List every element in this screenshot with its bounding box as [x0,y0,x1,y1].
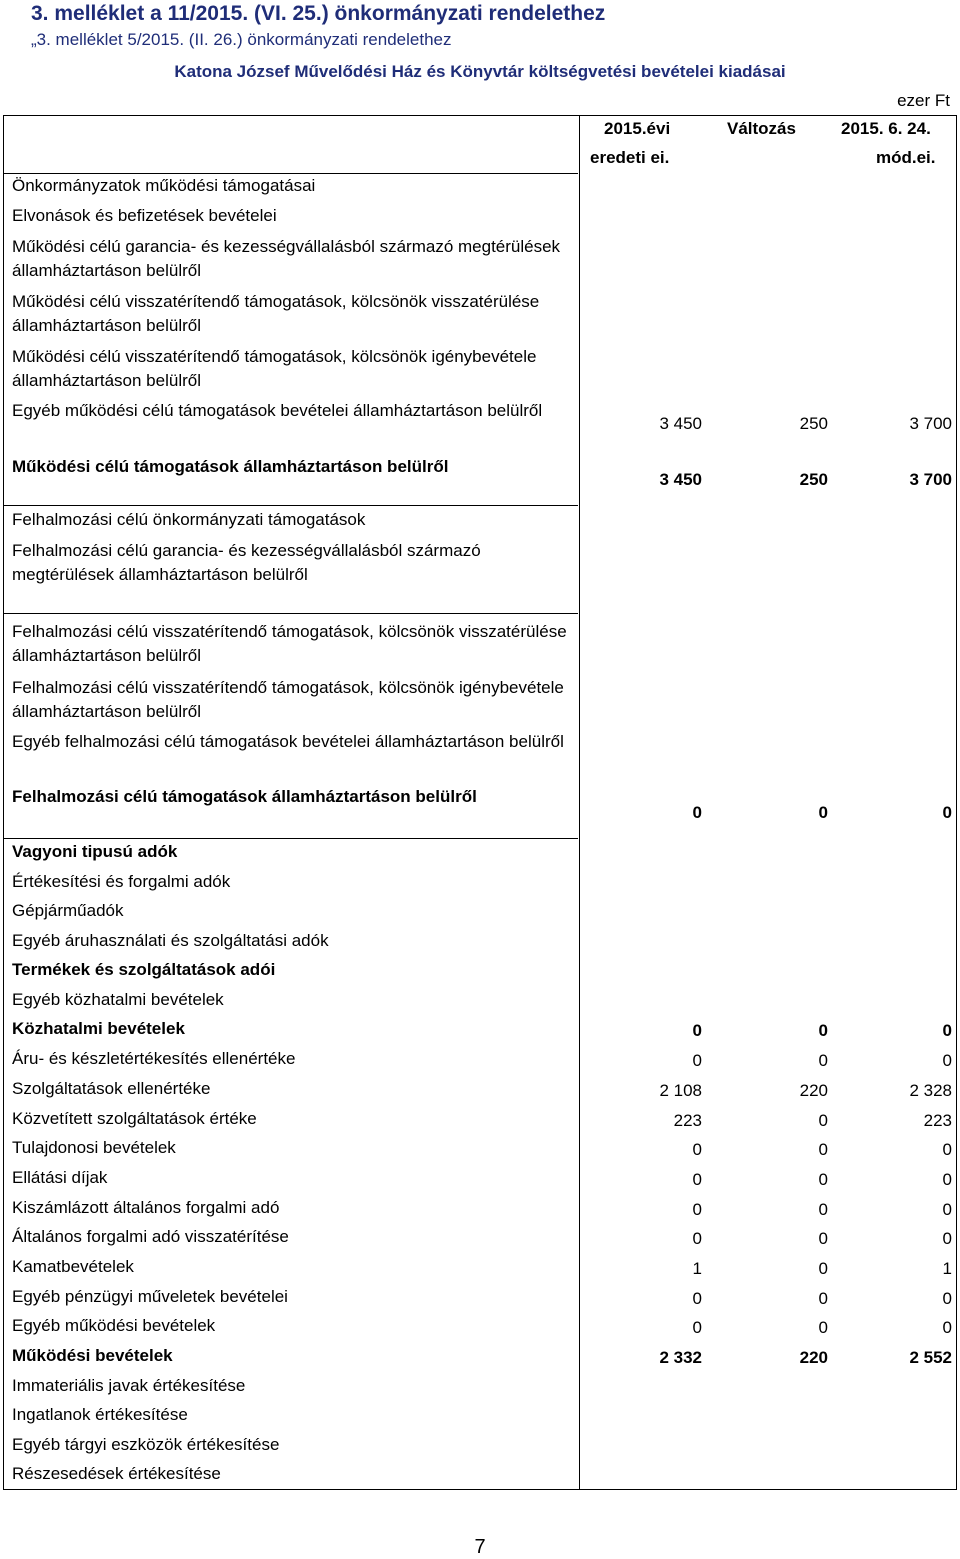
cell-modified: 0 [942,1051,952,1070]
row-label: Egyéb felhalmozási célú támogatások bevételei államháztartáson belülről [12,732,564,751]
row-label: Felhalmozási célú önkormányzati támogatások [12,510,366,529]
column-divider [579,116,580,1489]
cell-modified: 2 328 [909,1081,952,1100]
cell-modified: 1 [942,1259,952,1278]
row-label: Önkormányzatok működési támogatásai [12,176,316,195]
cell-change: 0 [818,1259,828,1278]
row-label: Egyéb áruhasználati és szolgáltatási adók [12,931,329,950]
cell-modified: 0 [942,1229,952,1248]
cell-original: 2 108 [659,1081,702,1100]
cell-change: 0 [818,1051,828,1070]
cell-original: 0 [692,1318,702,1337]
cell-modified: 0 [942,1289,952,1308]
row-divider [4,838,578,839]
annex-subheading: „3. melléklet 5/2015. (II. 26.) önkormányzati rendelethez [31,30,452,49]
row-label: Kamatbevételek [12,1257,134,1276]
cell-change: 220 [799,1348,828,1367]
col-original-budget-line2: eredeti ei. [590,148,670,167]
cell-modified: 2 552 [909,1348,952,1367]
row-label-subtotal: Vagyoni tipusú adók [12,842,178,861]
cell-change: 0 [818,803,828,822]
cell-original: 0 [692,1170,702,1189]
cell-modified: 0 [942,1318,952,1337]
cell-change: 0 [818,1111,828,1130]
cell-original: 0 [692,1229,702,1248]
cell-original: 223 [673,1111,702,1130]
row-label: Elvonások és befizetések bevételei [12,206,277,225]
document-title: Katona József Művelődési Ház és Könyvtár költségvetési bevételei kiadásai [174,62,786,81]
cell-modified: 223 [923,1111,952,1130]
row-label: Tulajdonosi bevételek [12,1138,176,1157]
cell-change: 220 [799,1081,828,1100]
annex-heading: 3. melléklet a 11/2015. (VI. 25.) önkormányzati rendelethez [31,2,606,25]
cell-change: 0 [818,1140,828,1159]
row-label: Működési célú visszatérítendő támogatások, kölcsönök visszatérülése államháztartáson belülről [12,292,540,335]
cell-modified: 3 700 [909,414,952,433]
row-label: Értékesítési és forgalmi adók [12,872,231,891]
row-label-subtotal: Működési bevételek [12,1346,173,1365]
page-number: 7 [474,1536,486,1558]
row-label: Áru- és készletértékesítés ellenértéke [12,1049,296,1068]
col-original-budget-line1: 2015.évi [604,119,671,138]
col-modified-budget-line2: mód.ei. [876,148,936,167]
row-label: Egyéb pénzügyi műveletek bevételei [12,1287,288,1306]
cell-original: 1 [692,1259,702,1278]
cell-change: 0 [818,1318,828,1337]
row-label: Immateriális javak értékesítése [12,1376,246,1395]
row-label: Működési célú visszatérítendő támogatások, kölcsönök igénybevétele államháztartáson belülről [12,347,537,390]
cell-change: 0 [818,1021,828,1040]
row-label: Egyéb működési célú támogatások bevételei államháztartáson belülről [12,401,543,420]
row-label: Ellátási díjak [12,1168,108,1187]
cell-modified: 0 [942,1021,952,1040]
row-label-subtotal: Termékek és szolgáltatások adói [12,960,276,979]
row-label: Kiszámlázott általános forgalmi adó [12,1198,280,1217]
row-label-subtotal: Közhatalmi bevételek [12,1019,185,1038]
row-label: Egyéb tárgyi eszközök értékesítése [12,1435,280,1454]
row-label: Felhalmozási célú visszatérítendő támogatások, kölcsönök igénybevétele államháztartáson belülről [12,678,564,721]
cell-change: 0 [818,1289,828,1308]
row-label-subtotal: Felhalmozási célú támogatások államháztartáson belülről [12,787,477,806]
cell-modified: 0 [942,1170,952,1189]
cell-change: 0 [818,1200,828,1219]
cell-modified: 0 [942,1200,952,1219]
cell-change: 0 [818,1229,828,1248]
cell-original: 2 332 [659,1348,702,1367]
row-label: Felhalmozási célú garancia- és kezességvállalásból származó megtérülések államháztartáson belülről [12,541,481,584]
col-change: Változás [727,119,796,138]
row-label: Ingatlanok értékesítése [12,1405,188,1424]
row-label: Részesedések értékesítése [12,1464,221,1483]
cell-change: 250 [799,414,828,433]
cell-original: 0 [692,1021,702,1040]
row-label: Közvetített szolgáltatások értéke [12,1109,257,1128]
row-divider [4,613,578,614]
cell-modified: 0 [942,1140,952,1159]
row-label-subtotal: Működési célú támogatások államháztartáson belülről [12,457,449,476]
cell-change: 250 [799,470,828,489]
row-divider [4,505,578,506]
col-modified-budget-line1: 2015. 6. 24. [841,119,931,138]
cell-original: 0 [692,1200,702,1219]
row-label: Gépjárműadók [12,901,124,920]
cell-modified: 0 [942,803,952,822]
budget-table [3,115,957,1490]
cell-modified: 3 700 [909,470,952,489]
cell-change: 0 [818,1170,828,1189]
row-label: Működési célú garancia- és kezességvállalásból származó megtérülések államháztartáson belülről [12,237,561,280]
cell-original: 3 450 [659,470,702,489]
row-label: Felhalmozási célú visszatérítendő támogatások, kölcsönök visszatérülése államháztartáson belülről [12,622,567,665]
cell-original: 0 [692,1289,702,1308]
row-label: Általános forgalmi adó visszatérítése [12,1227,289,1246]
row-label: Egyéb közhatalmi bevételek [12,990,224,1009]
cell-original: 0 [692,803,702,822]
unit-label: ezer Ft [897,91,950,110]
row-label: Egyéb működési bevételek [12,1316,216,1335]
row-label: Szolgáltatások ellenértéke [12,1079,211,1098]
cell-original: 3 450 [659,414,702,433]
cell-original: 0 [692,1051,702,1070]
cell-original: 0 [692,1140,702,1159]
